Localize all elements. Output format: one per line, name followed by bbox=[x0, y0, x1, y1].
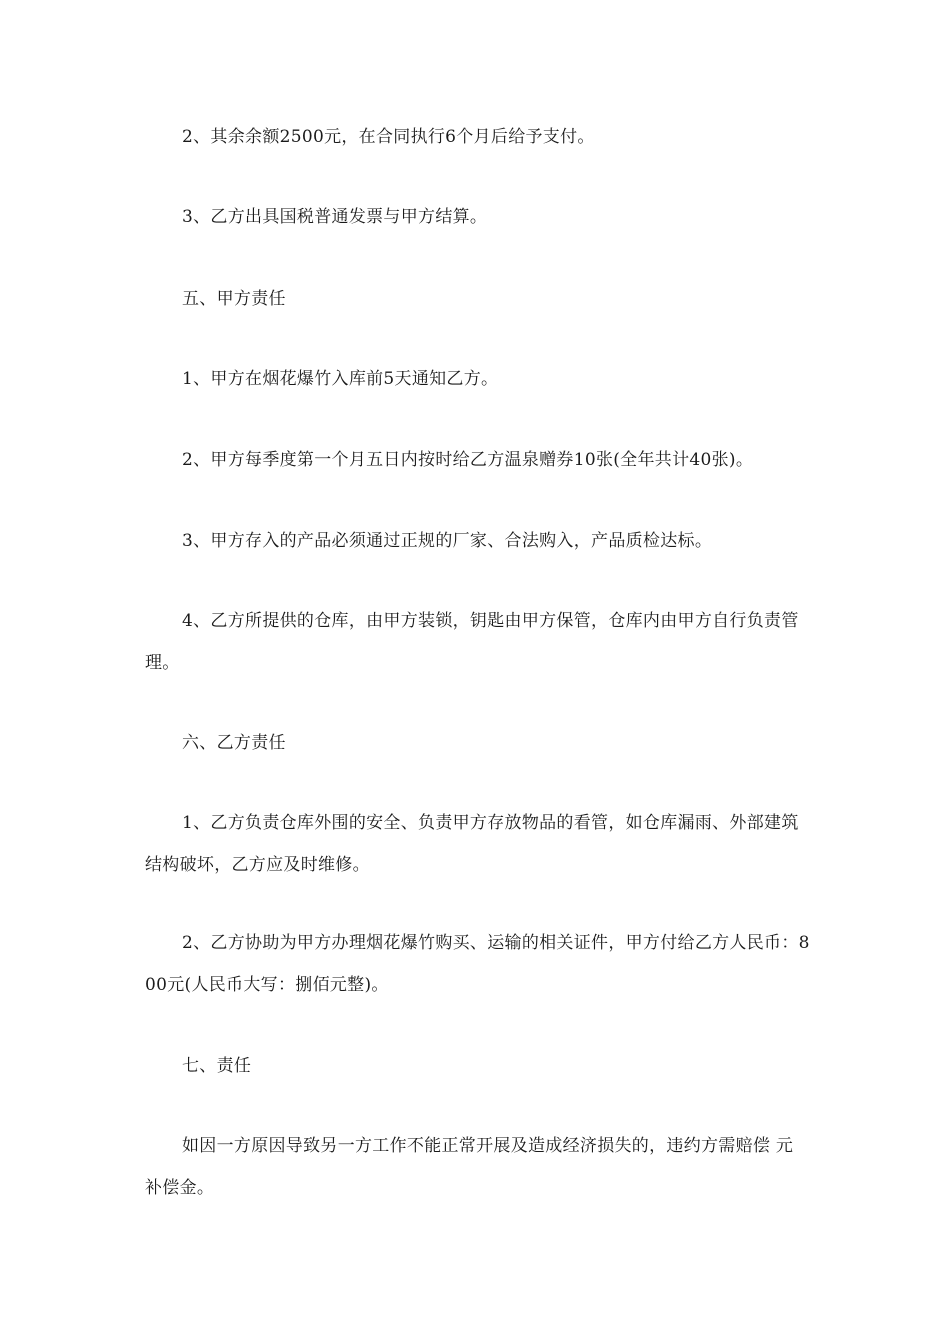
paragraph-payment-balance: 2、其余余额2500元，在合同执行6个月后给予支付。 bbox=[182, 127, 595, 147]
paragraph-party-a-notice: 1、甲方在烟花爆竹入库前5天通知乙方。 bbox=[182, 369, 499, 389]
paragraph-party-a-vouchers: 2、甲方每季度第一个月五日内按时给乙方温泉赠券10张(全年共计40张)。 bbox=[182, 450, 754, 470]
section-heading-liability: 七、责任 bbox=[182, 1056, 252, 1076]
section-heading-party-a: 五、甲方责任 bbox=[182, 289, 286, 309]
paragraph-invoice: 3、乙方出具国税普通发票与甲方结算。 bbox=[182, 207, 488, 227]
paragraph-party-b-security: 1、乙方负责仓库外围的安全、负责甲方存放物品的看管，如仓库漏雨、外部建筑结构破坏，乙方应及时维修。 bbox=[145, 813, 799, 875]
paragraph-party-b-permits: 2、乙方协助为甲方办理烟花爆竹购买、运输的相关证件，甲方付给乙方人民币：800元(人民币大写：捌佰元整)。 bbox=[145, 933, 810, 995]
paragraph-liability-compensation: 如因一方原因导致另一方工作不能正常开展及造成经济损失的，违约方需赔偿 元补偿金。 bbox=[145, 1136, 794, 1198]
paragraph-party-a-warehouse: 4、乙方所提供的仓库，由甲方装锁，钥匙由甲方保管，仓库内由甲方自行负责管理。 bbox=[145, 611, 799, 673]
paragraph-party-a-products: 3、甲方存入的产品必须通过正规的厂家、合法购入，产品质检达标。 bbox=[182, 531, 713, 551]
section-heading-party-b: 六、乙方责任 bbox=[182, 733, 286, 753]
